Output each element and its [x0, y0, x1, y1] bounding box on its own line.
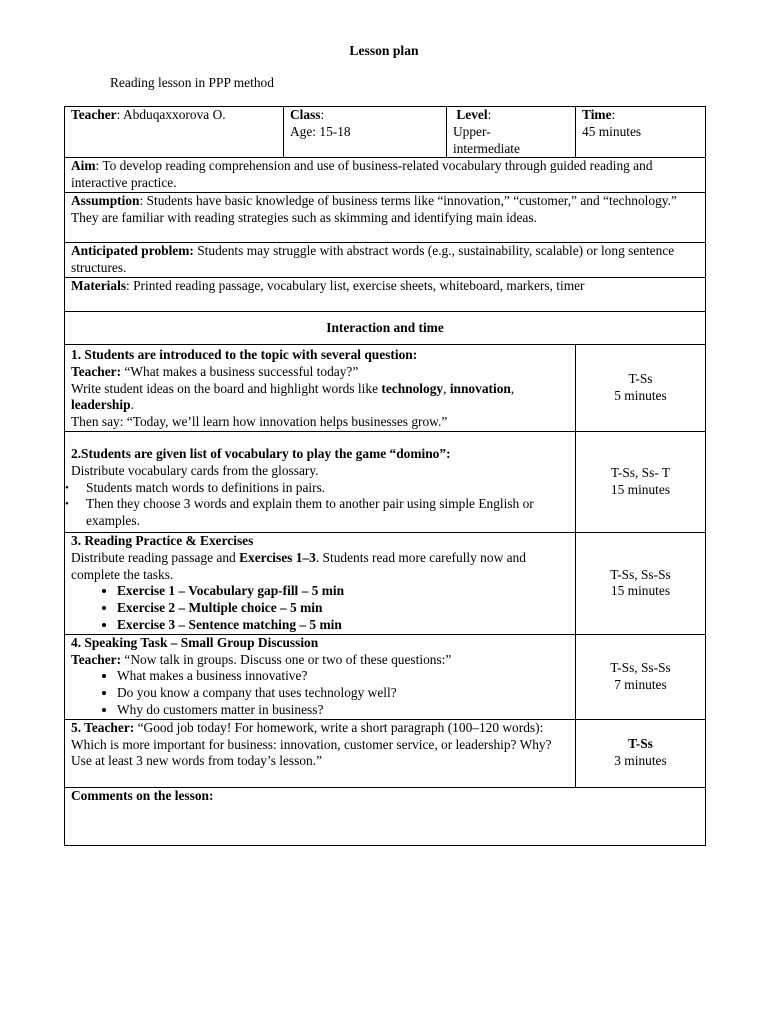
problem-text: Students may struggle with abstract words (e.g., sustainability, scalable) or long sentence structures. [71, 243, 675, 276]
teacher-label: Teacher [71, 107, 117, 122]
aim-label: Aim [71, 158, 96, 174]
materials-cell [65, 277, 706, 311]
sep: , [510, 380, 515, 396]
stage-3-time-cell [576, 532, 706, 634]
stage-5-time: 3 minutes [614, 753, 667, 769]
aim-cell [65, 158, 706, 193]
materials-label: Materials [71, 277, 127, 293]
stage-5-label: 5. Teacher: [71, 719, 135, 735]
stage-5-time-cell [576, 719, 706, 787]
header-row [65, 107, 706, 158]
time-label: Time [582, 107, 612, 122]
stage-1-time-cell [576, 344, 706, 431]
stage-2-list [65, 480, 569, 530]
list-item [117, 583, 569, 600]
stage-3-line1-post: . Students read more carefully now and complete the tasks. [71, 549, 526, 582]
assumption-text: : Students have basic knowledge of business terms like “innovation,” “customer,” and “technology.” They are familiar with reading strategies such as skimming and identifying main ideas. [71, 193, 677, 226]
list-item: • What makes a business innovative? [117, 668, 569, 685]
stage-4-time: 7 minutes [614, 676, 667, 692]
stage-3-list [71, 583, 569, 633]
word-technology: technology [381, 380, 444, 396]
teacher-value: : Abduqaxxorova O. [116, 107, 226, 122]
exercise-1: Exercise 1 – Vocabulary gap-fill – 5 min [117, 583, 345, 599]
stage-1-row [65, 344, 706, 431]
list-item: • Do you know a company that uses technology well? [117, 685, 569, 702]
exercise-2: Exercise 2 – Multiple choice – 5 min [117, 600, 323, 616]
stage-4-title: 4. Speaking Task – Small Group Discussion [71, 634, 319, 650]
stage-3-time: 15 minutes [610, 583, 671, 599]
comments-cell [65, 787, 706, 845]
stage-5-text1: “Good job today! For homework, write a short paragraph (100–120 words): [134, 719, 544, 735]
aim-row [65, 158, 706, 193]
stage-5-text2: Which is more important for business: innovation, customer service, or leadership? Why? Use at least 3 new words from today’s lesson.” [71, 736, 552, 769]
level-colon: : [487, 107, 492, 122]
stage-4-teacher-label: Teacher: [71, 651, 122, 667]
sep: , [443, 380, 450, 396]
comments-row [65, 787, 706, 845]
stage-3-content [65, 532, 576, 634]
word-leadership: leadership [71, 397, 131, 413]
problem-label: Anticipated problem: [71, 243, 194, 259]
stage-5-interaction: T-Ss [628, 736, 653, 752]
interaction-heading-text: Interaction and time [326, 319, 444, 335]
stage-3-title: 3. Reading Practice & Exercises [71, 532, 254, 548]
class-cell [284, 107, 447, 158]
end: . [130, 397, 134, 413]
stage-3-row [65, 532, 706, 634]
aim-text: : To develop reading comprehension and use of business-related vocabulary through guided reading and interactive practice. [71, 158, 653, 191]
stage-5-content [65, 719, 576, 787]
stage-4-row [65, 634, 706, 719]
time-colon: : [611, 107, 616, 122]
class-colon: : [320, 107, 325, 122]
stage-2-interaction: T-Ss, Ss- T [610, 465, 671, 481]
stage-4-teacher-text: “Now talk in groups. Discuss one or two of these questions:” [121, 651, 452, 667]
stage-3-interaction: T-Ss, Ss-Ss [610, 566, 671, 582]
exercise-3: Exercise 3 – Sentence matching – 5 min [117, 616, 342, 632]
interaction-heading-row [65, 311, 706, 344]
level-value: Upper-intermediate [453, 123, 520, 156]
comments-label: Comments on the lesson: [71, 787, 214, 803]
lesson-plan-table [64, 106, 706, 846]
stage-1-time: 5 minutes [614, 387, 667, 403]
list-item: • Why do customers matter in business? [117, 702, 569, 719]
stage-5-row [65, 719, 706, 787]
stage-2-time: 15 minutes [610, 481, 671, 497]
list-item: • Students match words to definitions in pairs. [65, 480, 569, 497]
stage-4-content [65, 634, 576, 719]
stage-1-line3: Then say: “Today, we’ll learn how innovation helps businesses grow.” [71, 414, 448, 430]
problem-cell [65, 243, 706, 278]
materials-text: : Printed reading passage, vocabulary list, exercise sheets, whiteboard, markers, timer [126, 277, 585, 293]
stage-2-time-cell [576, 431, 706, 532]
class-value: Age: 15-18 [290, 123, 351, 139]
stage-1-title: 1. Students are introduced to the topic with several question: [71, 346, 418, 362]
stage-3-exercises: Exercises 1–3 [239, 549, 316, 565]
stage-1-teacher-label: Teacher: [71, 363, 122, 379]
time-value: 45 minutes [582, 123, 642, 139]
level-label: Level [456, 107, 488, 122]
stage-1-teacher-text: “What makes a business successful today?” [121, 363, 359, 379]
teacher-cell [65, 107, 284, 158]
stage-1-interaction: T-Ss [628, 371, 653, 387]
assumption-cell [65, 193, 706, 243]
document-title: Lesson plan [349, 43, 419, 58]
list-item [117, 617, 569, 634]
interaction-heading [65, 311, 706, 344]
assumption-label: Assumption [71, 193, 140, 209]
document-subtitle: Reading lesson in PPP method [110, 75, 274, 90]
time-cell [576, 107, 706, 158]
problem-row [65, 243, 706, 278]
stage-4-time-cell [576, 634, 706, 719]
list-item: • Then they choose 3 words and explain them to another pair using simple English or examples. [65, 496, 569, 530]
stage-1-line2: Write student ideas on the board and highlight words like [71, 380, 382, 396]
stage-2-line1: Distribute vocabulary cards from the glossary. [71, 462, 319, 478]
materials-row [65, 277, 706, 311]
stage-2-row [65, 431, 706, 532]
class-label: Class [290, 107, 321, 122]
word-innovation: innovation [449, 380, 511, 396]
assumption-row [65, 193, 706, 243]
stage-2-content [65, 431, 576, 532]
stage-4-list [71, 668, 569, 718]
level-cell [447, 107, 576, 158]
stage-4-interaction: T-Ss, Ss-Ss [610, 659, 671, 675]
stage-3-line1: Distribute reading passage and [71, 549, 240, 565]
stage-1-content [65, 344, 576, 431]
list-item [117, 600, 569, 617]
stage-2-title: 2.Students are given list of vocabulary to play the game “domino”: [71, 445, 451, 461]
